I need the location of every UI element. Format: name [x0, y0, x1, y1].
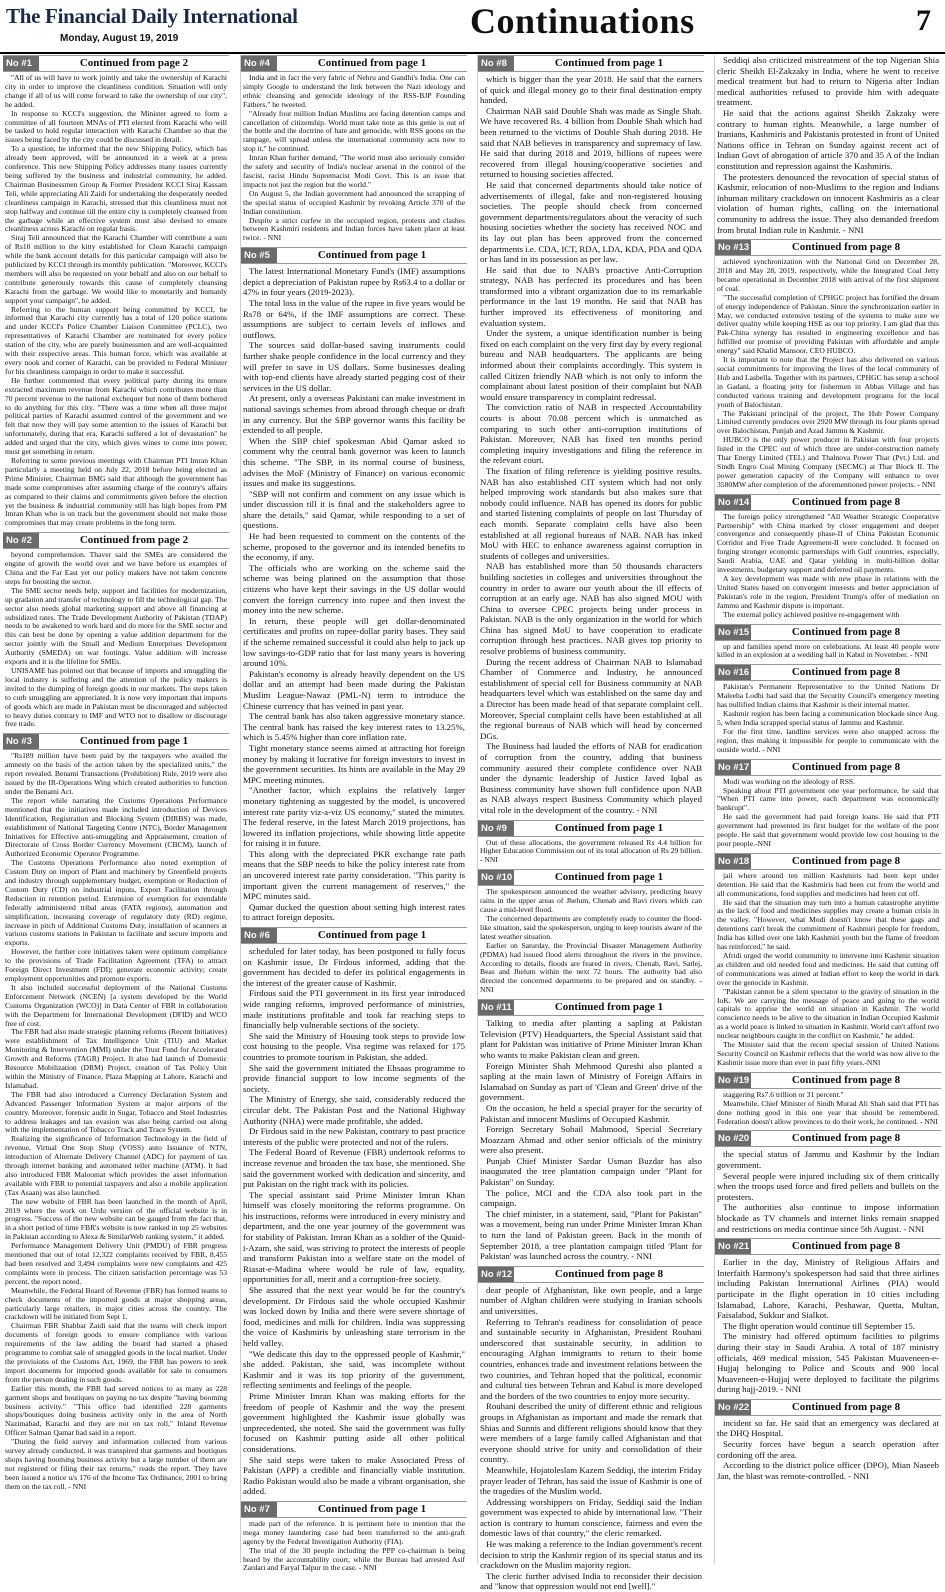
article-paragraph: Imran Khan further demand, "The world must also seriously consider the safety and security of India's nuclear arsenal in the control of the fascist, racist Hindu Supremacist Modi Govt. This is an issue that impacts not just the region but the world.": [243, 153, 465, 189]
article-paragraph: The flight operation would continue till September 15.: [723, 1320, 916, 1331]
newspaper-name: The Financial Daily International: [6, 4, 298, 28]
article-paragraph: which is bigger than the year 2018. He said that the earners of quick and illegal money go to their final destination empty handed.: [480, 74, 702, 106]
block-header: [715, 1130, 941, 1147]
article-paragraph: Realizing the significance of Information Technology in the field of revenue, Virtual One Stop Shop (VOSS) auto Issuance of NTN, introduction of Alternate Delivery Channel (ADC) for payment of tax through internet banking and automated teller machine (ATM). It had also introduced FBR Maloomat which provides the asset information available with FBR to potential taxpayers and also a mobile application (Tax Asaan) was also launched.: [5, 1134, 227, 1197]
block-header: [3, 55, 229, 72]
article-paragraph: up and families spend more on celebrations. At least 40 people were killed in an explosion at a wedding hall in Kabul in November. - NNI: [717, 641, 939, 660]
article-paragraph: "We dedicate this day to the oppressed people of Kashmir," she added. Pakistan, she said, was incomplete without Kashmir and it was its top priority of the government, reflecting sentiments and feelings of the people.: [243, 1348, 465, 1391]
continuation-block: [241, 247, 467, 923]
article-text: [715, 1257, 941, 1395]
block-header: [241, 55, 467, 72]
article-text: [715, 258, 941, 490]
block-header: [478, 55, 704, 72]
article-paragraph: She assured that the next year would be for the country's development. Dr Firdous said the whole occupied Kashmir was locked down by India and there were severe shortage of food, medicines and milk for children. India was suppressing the voice of Kashmiris by unleashing state terrorism in the held valley.: [243, 1285, 465, 1348]
article-paragraph: Earlier in the day, Ministry of Religious Affairs and Interfaith Harmony's spokesperson had said that three airlines including Pakistan International Airlines (PIA) would participate in the flight operation in 10 cities including Islamabad, Lahore, Karachi, Peshawar, Quetta, Multan, Faisalabad, Sukkur and Sialkot.: [717, 1257, 939, 1321]
continued-from-label: Continued from page 2: [79, 534, 189, 547]
block-number: No #19: [715, 1073, 751, 1088]
article-paragraph: beyond comprehension. Thaver said the SMEs are considered the engine of growth the world over and we have before us examples of China and the Far East yet our policy makers have not taken concrete steps for boosting the sector.: [5, 550, 227, 586]
block-number: No #14: [715, 495, 751, 510]
article-paragraph: Punjab Chief Minister Sardar Usman Buzdar has also inaugurated the tree plantation campaign under "Plant for Pakistan" on Sunday.: [480, 1155, 702, 1188]
continued-from-label: Continued from page 1: [554, 871, 664, 884]
block-number: No #1: [3, 56, 39, 71]
block-header: [715, 853, 941, 870]
article-paragraph: The chief minister, in a statement, said, "Plant for Pakistan" was a movement, being run under Prime Minister Imran Khan to turn the land of Pakistan green. Back in the month of September 2018, a tree plantation campaign titled 'Plant for Pakistan' was launched across the country. - NNI: [480, 1208, 702, 1262]
continued-from-label: Continued from page 8: [554, 1267, 664, 1280]
article-paragraph: "The successful completion of CPHGC project has fortified the dream of energy independence of Pakistan. Since the synchronization earlier in May, we conducted extensive testing of the systems to make sure we deliver quality while keeping HSE as our top priority. I am glad that this Pak-China synergy has resulted in engineering excellence and has fulfilled our promise of providing Pakistan with affordable and ample energy" said Khalid Mansoor, CEO HUBCO.: [717, 292, 939, 356]
article-paragraph: "During the field survey and information collected from various survey already conducted, it was transpired that garments and boutiques shops having booming business activity but a large number of them are not registered or filing their tax returns," reads the report. They have been issued a notice u/s 176 of the Income Tax Ordinance, 2001 to bring them on the tax roll. - NNI: [5, 1437, 227, 1491]
continuation-block: [715, 1130, 941, 1234]
article-paragraph: the special status of Jammu and Kashmir by the Indian government.: [717, 1149, 939, 1170]
article-text: [715, 872, 941, 1068]
block-header: [478, 869, 704, 886]
block-number: No #6: [241, 928, 277, 943]
article-paragraph: "Already four million Indian Muslims are facing detention camps and cancellation of citizenship. World must take note as this genie is out of the bottle and the doctrine of hate and genocide, with RSS goons on the rampage, will spread unless the international community acts now to stop it," he continued.: [243, 108, 465, 154]
article-paragraph: Qamar ducked the question about setting high interest rates to attract foreign deposits.: [243, 901, 465, 923]
continued-from-label: Continued from page 1: [554, 821, 664, 834]
article-paragraph: She said the government initiated the Ehsaas programme to provide financial support to low income segments of the society.: [243, 1062, 465, 1094]
article-text: [715, 1149, 941, 1234]
article-paragraph: The special assistant said Prime Minister Imran Khan himself was closely monitoring the reforms programme. On his instructions, reforms were introduced in every ministry and department, and the one year journey of the government was for stability of Pakistan. Imran Khan as a soldier of the Quaid-i-Azam, she said, was striving to protect the interests of people and transform Pakistan into a welfare state on the model of Riasat-e-Madina where would be rule of law, equality, opportunities for all, merit and a corruption-free society.: [243, 1189, 465, 1285]
article-text: [715, 643, 941, 661]
article-text: [715, 1091, 941, 1127]
block-number: No #9: [478, 821, 514, 836]
article-paragraph: "All of us will have to work jointly and take the ownership of Karachi city in order to improve the cleanliness condition. Situation will only change if all of us will come forward to take the ownership of our city", he added.: [5, 73, 227, 109]
continuation-block: [478, 999, 704, 1262]
article-paragraph: made part of the reference. It is pertinent here to mention that the mega money laundering case had been transferred to the anti-graft agency by the Federal Investigation Authority (FIA).: [243, 1518, 465, 1546]
block-number: No #10: [478, 870, 514, 885]
continuation-block: [241, 927, 467, 1497]
block-header: [3, 733, 229, 750]
article-text: [241, 946, 467, 1497]
continued-from-label: Continued from page 1: [317, 929, 427, 942]
article-paragraph: HUBCO is the only power producer in Pakistan with four projects listed in the CPEC out of which three are under-construction namely Thar Energy Limited (TEL) and Thalnova Power Thar (Pvt.) Ltd. and Sindh Engro Coal Mining Company (SECMC) at Thar Block II. The power generation capacity of the Company will enhance to over 3580MW after completion of the aforementioned power projects. - NNI: [717, 435, 939, 489]
article-text: [715, 1418, 941, 1482]
continued-from-label: Continued from page 8: [791, 625, 901, 638]
continued-from-label: Continued from page 8: [791, 666, 901, 679]
article-paragraph: Seddiqi also criticized mistreatment of the top Nigerian Shia cleric Sheikh El-Zakzaky in India, where he went to receive medical treatment but had to return to Nigeria after Indian medical authorities refused to provide him with adequate treatment.: [717, 55, 939, 108]
continued-from-label: Continued from page 8: [791, 760, 901, 773]
article-paragraph: Tight monetary stance seems aimed at attracting hot foreign money by making it lucrative for foreign investors to invest in the government securities. Its hints are available in the May 29 MPC meeting minutes.: [243, 742, 465, 785]
continuation-block: [715, 1399, 941, 1482]
article-text: [715, 683, 941, 754]
article-paragraph: Chairman FBR Shabbar Zaidi said that the teams will check import documents of foreign goods to ensure compliance with various requirements of the law adding the board had started a phased programme to combat sale of smuggled goods in the local market. Under the provisions of the Customs Act, 1969, the FBR has powers to seek import documents for imported goods available for sale to consumers from the person dealing in such goods.: [5, 1321, 227, 1384]
article-paragraph: He said that the situation may turn into a human catastrophe anytime as the lack of food and medicines supplies may create a human crisis in the valley. "However, what Modi doesn't know that these gags and detentions can't break the commitment of Kashmiri people for freedom, India has killed over one lakh Kashmiri youth but the flame of freedom has reinforced," he said.: [717, 897, 939, 952]
article-paragraph: Chairman NAB said Double Shah was made as Single Shah. We have recovered Rs. 4 billion from Double Shah which had been returned to the victims of Double Shah during 2018. He said that NAB believes in transparency and supremacy of law. He said that during 2018 and 2019, billions of rupees were recovered from illegal housing/cooperative societies and returned to housing societies affected.: [480, 105, 702, 180]
article-paragraph: The Ministry of Energy, she said, considerably reduced the circular debt. The Pakistan Post and the National Highway Authority (NHA) were made profitable, she added.: [243, 1094, 465, 1126]
article-text: [241, 266, 467, 923]
article-paragraph: incident so far. He said that an emergency was declared at the DHQ Hospital.: [717, 1417, 939, 1439]
article-text: [478, 1018, 704, 1262]
continuation-block: [478, 55, 704, 816]
article-paragraph: The ministry had offered optimum facilities to pilgrims during their stay in Saudi Arabia. A total of 187 ministry officials, 469 medical mission, 545 Pakistan Muaveneen-e-Hujjaj belonging to Police and Scouts and 900 local Muaveneen-e-Hujjaj were deployed to facilitate the pilgrims during hajj-2019. - NNI: [717, 1331, 939, 1395]
article-paragraph: During the recent address of Chairman NAB to Islamabad Chamber of Commerce and Industry, he announced establishment of special cell for Business community at NAB headquarters level which was established on the same day and a Director has been made head of that separate complaint cell. Moreover, Special complaint cells have been established at all the regional bureaus of NAB which will head by concerned DGs.: [480, 656, 702, 741]
continuation-block: [241, 1501, 467, 1573]
article-paragraph: A key development was made with new phase in relations with the United States based on convergent interests and better appreciation of Pakistan's role in the region, President Trump's offer of mediation on Jammu and Kashmir dispute is important.: [717, 574, 939, 610]
article-paragraph: He said that the actions against Sheikh Zakzaky were contrary to human rights. Meanwhile, a large number of Iranians, Kashmiris and Pakistanis protested in front of United Nations office in Tehran on Sunday against recent act of Indian Govt of abrogation of article 370 and 35 A of the Indian constitution and repression against the Kashmiris.: [717, 107, 939, 171]
column-1: [3, 55, 229, 1563]
article-paragraph: Earlier this month, the FBR had served notices to as many as 228 garment shops and boutiques on paying no tax despite "having booming business activity." "This office had identified 228 garments shops/boutiques doing business activity only in the area of North Nazimabad, Karachi and they are not on tax roll," Inland Revenue Officer Salman Qamar had said in a report.: [5, 1383, 227, 1438]
block-number: No #22: [715, 1400, 751, 1415]
block-number: No #18: [715, 854, 751, 869]
article-paragraph: He was making a reference to the Indian government's recent decision to strip the Kashmir region of its special status and its crackdown on the Muslim majority region.: [480, 1539, 702, 1571]
block-header: [715, 239, 941, 256]
section-title: Continuations: [470, 1, 695, 41]
article-text: [478, 839, 704, 866]
article-paragraph: In response to KCCI's suggestion, the Minister agreed to form a committee of all fourteen MNAs of PTI elected from Karachi who will be tasked to hold regular interaction with Karachi Chamber so that the issues being faced by the city could be discussed in detail.: [5, 108, 227, 145]
article-paragraph: Afridi urged the world community to intervene into Kashmir situation as children and old needed food and medicines. He said that cutting off of communications was aimed at Indian effort to keep the world in dark over the genocide in Kashmir.: [717, 951, 939, 987]
article-paragraph: When the SBP chief spokesman Abid Qamar asked to comment why the central bank governor was keen to launch this scheme. "The SBP, in its normal course of business, advises the MoF (Ministry of Finance) on various economic issues and make its suggestions.: [243, 435, 465, 489]
continuation-block: [478, 820, 704, 866]
article-paragraph: Meanwhile, the Federal Board of Revenue (FBR) has formed teams to check documents of the imported goods at major shopping areas, particularly large retailers, in major cities across the country. The crackdown will be initiated from Sept 1.: [5, 1285, 227, 1322]
block-header: [478, 999, 704, 1016]
continued-from-label: Continued from page 8: [791, 1400, 901, 1413]
article-paragraph: For the first time, landline services were also snapped across the region, thus making it impossible for people to communicate with the outside world. - NNI: [717, 726, 939, 754]
article-paragraph: Dr Firdous said in the new Pakistan, contrary to past practice interests of the public were protected and not of the rulers.: [243, 1126, 465, 1147]
article-paragraph: Despite a strict curfew in the occupied region, protests and clashes between Kashmiri residents and Indian forces have taken place at least twice. - NNI: [243, 215, 465, 243]
article-paragraph: He had been requested to comment on the contents of the scheme, proposed to the governor and its intended benefits to the economy, if any.: [243, 531, 465, 563]
continuation-block: [241, 55, 467, 243]
article-paragraph: He said that concerned departments should take notice of advertisements of illegal, fake and non-registered housing societies. The people should check from concerned government departments/regulators about the veracity of such housing societies whether the society has received NOC and its lay out plan has been approved from the concerned departments i.e. CDA, ICT, RDA, LDA, KDA, PDA and QDA or has land in its possession as per law.: [480, 179, 702, 265]
article-paragraph: "Pakistan cannot be a silent spectator to the gravity of situation in the IoK. We are carrying the message of peace and going to the world capitals to apprise the world on situation in Kashmir. The world conscience needs to be alive to the situation in Indian Occupied Kashmir as a world peace is linked to situation in Kashmir. World can't afford two nuclear neighbours caught in the conflict on Kashmir," he added.: [717, 986, 939, 1041]
continuation-block: [715, 239, 941, 490]
block-header: [715, 1238, 941, 1255]
article-paragraph: In return, these people will get dollar-denominated certificates and profits on rupee-dollar parity bases. They said if the scheme remained successful it could also help to jack up low savings-to-GDP ratio that for last many years is hovering around 10%.: [243, 615, 465, 669]
article-paragraph: The external policy achieved positive re-engagement with: [723, 609, 900, 619]
continued-from-label: Continued from page 8: [791, 1240, 901, 1253]
article-paragraph: Pakistan's economy is already heavily dependent on the US dollar and an attempt had been made during the Pakistan Muslim League-Nawaz (PML-N) term to introduce the Chinese currency that has veined in past year.: [243, 668, 465, 711]
article-paragraph: The protesters denounced the revocation of special status of Kashmir, relocation of non-Muslims to the region and Indians inhuman military crackdown on innocent Kashmiris as a clear violation of human rights, calling on the international community to address the issue. They also demanded freedom from brutal Indian rule in Kashmir. - NNI: [717, 171, 939, 235]
article-paragraph: The FBR had also made strategic planning reforms (Recent Initiatives) were establishment of Tax Intelligence Unit (TIU) and Market Monitoring & Intervention (MMI) under the Trust Fund for Accelerated Growth and Reforms (TAGR) Project. It also had launch of Domestic Resource Mobilization (DRM) Project, creation of Tax Policy Unit within the Ministry of Finance, Plaza Mapping at Lahore, Karachi and Islamabad.: [5, 1027, 227, 1090]
article-paragraph: According to the district police officer (DPO), Mian Naseeb Jan, the blast was remote-controlled. - NNI: [717, 1460, 939, 1481]
block-header: [241, 1501, 467, 1518]
block-number: No #5: [241, 248, 277, 263]
block-number: No #4: [241, 56, 277, 71]
block-header: [241, 247, 467, 264]
article-paragraph: UNISAME has pointed out that because of imports and smuggling the local industry is suffering and the attention of the policy makers is invited to the dumping of foreign goods in our markets. The steps taken to curb smuggling are appreciated. It is now very important that imports of goods which are made in Pakistan must be discouraged and subjected to heavy duties contrary to IMF and WTO not to disallow or discourage free trade.: [5, 666, 227, 729]
article-paragraph: Earlier on Saturday, the Provincial Disaster Management Authority (PDMA) had issued flood alerts throughout the rivers in the province. According to details, floods are feared in rivers, Chenab, Ravi, Satlej, Beas and Jhelum within the next 72 hours. The authority had also directed the concerned departments to be prepared and on standby. - NNI: [480, 940, 702, 995]
article-paragraph: Meanwhile, Chief Minister of Sindh Murad Ali Shah said that PTI has done nothing good in this one year that should be remembered. Federation doesn't allow provinces to do their work, he continued. - NNI: [717, 1098, 939, 1126]
article-paragraph: The FBR had also introduced a Currency Declaration System and Advanced Passenger Information System at major airports of the country. Moreover, forensic audit in Sugar, Tobacco and Steel Industries to address leakages and tax evasion was also being carried out along with the implementation of Tobacco Track and Trace System.: [5, 1089, 227, 1135]
block-header: [715, 759, 941, 776]
block-header: [478, 820, 704, 837]
article-paragraph: Rouhani described the unity of different ethnic and religious groups in Afghanistan as important and made the remark that Shias and Sunnis and different religions should know that they were members of a large family called Afghanistan and that everyone should strive for unity and consolidation of their country.: [480, 1401, 702, 1465]
article-paragraph: The cleric further advised India to reconsider their decision and "know that oppression would not end [well].": [480, 1570, 702, 1592]
article-paragraph: Referring to the human support being committed by KCCI, he informed that Karachi city currently has a total of 120 police stations and under KCCI's Police Chamber Liaison Committee (PCLC), two representatives of Karachi Chamber are nominated for every police station of the city, who are purely businessmen and are well-acquainted with their respective areas. This human force, which was available at every nook and corner of Karachi, can be provided to Federal Minister for his cleanliness campaign in order to make it successful.: [5, 304, 227, 376]
article-paragraph: It is important to note that the Project has also delivered on various social commitments for improving the lives of the local community of Hub and Lasbella. Together with its partners, CPHGC has setup a school in Gadani, a floating jetty for fishermen in Abbas Village and has conducted various training and development programs for the local youth of Balochistan.: [717, 355, 939, 409]
column-3: [477, 55, 704, 1592]
continued-from-label: Continued from page 8: [791, 495, 901, 508]
article-text: [241, 1520, 467, 1573]
article-paragraph: dear people of Afghanistan, like own people, and a large number of Afghan children were studying in Iranian schools and universities.: [480, 1284, 702, 1316]
article-paragraph: The report while narrating the Customs Operations Performance mentioned that the initiatives made included introduction of Devices Identification, Registration and Blocking System (DIRBS) was made, establishment of National Targeting Centre (NTC), Border Management Initiatives for Effective anti-smuggling and Appraisement, creation of Directorate of Cross Border Currency Movement (CBCM), launch of Authorized Economic Operator Programme.: [5, 795, 227, 859]
continuation-block: [715, 759, 941, 849]
article-paragraph: Out of these allocations, the government released Rs 4.4 billion for Higher Education Commission out of its total allocation of Rs 29 billion. - NNI: [480, 837, 702, 865]
article-paragraph: The foreign policy strengthened "All Weather Strategic Cooperative Partnership" with China marked by closer engagement and deeper convergence and consequently phase-II of China Pakistan Economic Corridor and Free Trade Agreement-II were concluded. It focused on forging stronger economic partnerships with Gulf countries, especially, Saudi Arabia, UAE and Qatar yielding in multi-billion dollar investments, budgetary support and deferred oil payments.: [717, 511, 939, 575]
continuation-block: [715, 853, 941, 1068]
article-paragraph: The trial of the 30 people including the PPP co-chairman is being heard by the accountability court, while the Bureau had arrested Asif Zardari and Faryal Talpur in the case. - NNI: [243, 1545, 465, 1573]
continued-from-label: Continued from page 1: [554, 1001, 664, 1014]
article-paragraph: Foreign Secretary Sohail Mahmood, Special Secretary Moazzam Ahmad and other senior officials of the ministry were also present.: [480, 1124, 702, 1156]
article-paragraph: The officials who are working on the scheme said the scheme was being planned on the assumption that those citizens who have kept their savings in the US dollar would convert the foreign currency into rupee and then invest the money into the new scheme.: [243, 562, 465, 616]
continuation-block: [715, 624, 941, 661]
article-paragraph: Performance Management Delivery Unit (PMDU) of FBR progress mentioned that out of total 12,322 complaints received by FBR, 8,455 had been resolved and 3,494 complaints were new complaints and 425 complaints were in process. The citizen satisfaction percentage was 53 percent, the report noted.: [5, 1241, 227, 1286]
continued-from-label: Continued from page 8: [791, 1073, 901, 1086]
continuation-block: [715, 494, 941, 620]
article-paragraph: The sources said dollar-based saving instruments could further shake people confidence in the local currency and they will prefer to save in US dollars. Some businesses dealing with top-end clients have already started pegging cost of their services in the US dollar.: [243, 340, 465, 393]
article-paragraph: The Customs Operations Performance also noted exemption of Custom Duty on import of Plant and machinery by Greenfield projects and industry through supplementary budget, exemption or Reduction of Custom Duty (CD) on industrial inputs, Export Facilitation through Reduction in retention period. Extension of exemption for extendable federally administered tribal areas (FATA regions), automation and simplification, increasing coverage of regulatory duty (RD) regime, increase in pitch of Additional Customs Duty, installation of scanners at various customs stations in Pakistan to facilitate and secure imports and exports.: [5, 858, 227, 948]
article-text: [3, 74, 229, 528]
continued-from-label: Continued from page 1: [79, 735, 189, 748]
article-paragraph: At present, only a overseas Pakistani can make investment in national savings schemes from abroad through cheque or draft in any currency. But the SBP governor wants this facility be extended to all people.: [243, 393, 465, 436]
article-paragraph: scheduled for later today, has been postponed to fully focus on Kashmir issue, Dr Firdous informed, adding that the government has decided to defer its political engagements in the interest of the greater cause of Kashmir.: [243, 946, 465, 988]
article-text: [715, 513, 941, 620]
article-paragraph: jail where around ten million Kashmiris had been kept under detention. He said that the Kashmiris had been cut from the world and all communications, food supplies and medicines had been cut off.: [717, 870, 939, 898]
article-paragraph: It also included successful deployment of the National Customs Enforcement Network (NCEN) [a system developed by the World Customs Organization (WCO)] in Data Center of FBR in collaboration with the Department for International Development (DFID) and WCO free of cost.: [5, 982, 227, 1028]
continuation-block: [715, 55, 941, 235]
issue-date: Monday, August 19, 2019: [60, 33, 179, 44]
article-paragraph: Siraj Teli announced that the Karachi Chamber will contribute a sum of Rs10 million to the kitty established for Clean Karachi campaign while the bank account details for this particular campaign will also be publicized by KCCI through its monthly publication. "Moreover, KCCI's members will also be requested on your behalf and also on our behalf to contribute generously towards this cause of completely cleansing Karachi from the garbage. We would like to monetarily and humanly support your campaign", he added.: [5, 233, 227, 305]
block-number: No #20: [715, 1131, 751, 1146]
article-text: [478, 1285, 704, 1592]
block-number: No #16: [715, 665, 751, 680]
article-paragraph: Referring to some previous meetings with Chairman PTI Imran Khan particularly a meeting held on July 22, 2018 before being elected as Prime Minister, Chairman BMG said that although the government has made some compromises after assuming charge of the country's affairs as compared to their claims and commitments given before the election yet the business & industrial community still has high hopes from PM Imran Khan who is on track but the government should not make those compromises that may create problems in the long term.: [5, 455, 227, 528]
article-paragraph: Under the system, a unique identification number is being fixed on each complaint on the very first day by every regional bureau and NAB headquarters. The applicants are being informed about their complaints accordingly. This system is called Citizen friendly NAB which is not only to inform the complainant about latest position of their complaint but NAB would ensure transparency in complaint redressal.: [480, 328, 702, 402]
block-header: [3, 532, 229, 549]
continued-from-label: Continued from page 2: [79, 57, 189, 69]
article-paragraph: Addressing worshippers on Friday, Seddiqi said the Indian government was expected to abide by international law. "Their action is contrary to human conscience, fairness and even the domestic laws of that country," the cleric remarked.: [480, 1496, 702, 1539]
article-paragraph: On August 5, the Indian government had announced the scrapping of the special status of occupied Kashmir by revoking Article 370 of the Indian constitution.: [243, 188, 465, 216]
article-paragraph: Meanwhile, Hojatoleslam Kazem Seddiqi, the interim Friday prayer leader of Tehran, has said the issue of Kashmir is one of the tragedies of the Muslim world.: [480, 1464, 702, 1497]
continued-from-label: Continued from page 1: [317, 249, 427, 262]
article-paragraph: He said that due to NAB's proactive Anti-Corruption strategy, NAB has perfected its procedures and has been transformed into a vibrant organization due to its remarkable performance in the last 19 months. He said that NAB has further improved its effectiveness of monitoring and evaluation system.: [480, 264, 702, 328]
block-header: [715, 1072, 941, 1089]
continuation-block: [478, 1266, 704, 1592]
continuation-block: [715, 664, 941, 754]
article-paragraph: Security forces have begun a search operation after cordoning off the area.: [717, 1439, 939, 1460]
continuation-block: [715, 1072, 941, 1127]
article-paragraph: India and in fact the very fabric of Nehru and Gandhi's India. One can simply Google to understand the link between the Nazi ideology and ethnic cleansing and genocide ideology of the RSS-BJP Founding Fathers," he tweeted.: [243, 73, 465, 109]
block-header: [478, 1266, 704, 1283]
article-paragraph: achieved synchronization with the National Grid on December 28, 2018 and May 28, 2019, respectively, while the Integrated Coal Jetty became operational in December 2018 with arrival of the first shipment of coal.: [717, 257, 939, 293]
article-paragraph: "Another factor, which explains the relatively larger monetary tightening as suggested by the model, is uncovered interest rate parity viz-a-viz US economy," stated the minutes. The federal reserve, in the latest March 2019 projections, has lowered its inflation projections, while showing little appetite for raising it in future.: [243, 785, 465, 849]
block-number: No #12: [478, 1267, 514, 1282]
article-paragraph: staggering Rs7.6 trillion or 31 percent.": [723, 1089, 844, 1099]
columns-container: [3, 55, 943, 1592]
column-4: [714, 55, 941, 1563]
article-paragraph: "SBP will not confirm and comment on any issue which is under discussion till it is final and the stakeholders agree to share the details," said Qamar, while responding to a set of questions.: [243, 488, 465, 531]
article-paragraph: The Minister said that the recent special session of United Nations Security Council on Kashmir reflects that the world was now alive to the Kashmir issue more than ever in past fifty years.-NNI: [717, 1040, 939, 1067]
article-paragraph: The Pakistani principal of the project, The Hub Power Company Limited currently produces over 2920 MW through its four plants spread over Balochistan, Punjab and Azad Jammu & Kashmir.: [717, 408, 939, 436]
continued-from-label: Continued from page 8: [791, 854, 901, 867]
article-paragraph: She said the Ministry of Housing took steps to provide low cost housing to the people. Visa regime was relaxed for 175 countries to promote tourism in Pakistan, she added.: [243, 1030, 465, 1062]
article-text: [3, 551, 229, 729]
block-number: No #7: [241, 1502, 277, 1517]
article-paragraph: The Business had lauded the efforts of NAB for eradication of corruption from the country, adding that business community assured their complete confidence over NAB under the dynamic leadership of Justice Javed Iqbal as Business community have shown full confidence upon NAB as NAB always respect Business Community which played vital role in the development of the country. - NNI: [480, 741, 702, 815]
article-paragraph: "Rs189 million have been paid by the taxpayers who availed the amnesty on the basis of the action taken by the specialized units," the report revealed. Benami Transactions (Prohibition) Rule, 2019 were also issued by the IR-Operations Wing which created authorities to function under the Benami Act.: [5, 751, 227, 796]
article-paragraph: However, the further core initiatives taken were optimum compliance to the provisions of Trade Facilitation Agreement (TFA) to attract Foreign Direct Investment (FDI); generate economic activity; create employment opportunities and promote exports.: [5, 947, 227, 983]
page-number: 7: [916, 4, 931, 37]
article-paragraph: The spokesperson announced the weather advisory, predicting heavy rains in the upper areas of Jhelum, Chenab and Ravi rivers which can cause a mid-level flood.: [480, 887, 702, 915]
article-text: [478, 74, 704, 816]
article-paragraph: NAB has established more than 50 thousands characters building societies in colleges and universities throughout the country in order to aware our youth about the ill effects of corruption at an early age. NAB has also signed MOU with China to oversee CPEC projects being under process in Pakistan. NAB is the only organization in the world for which China has signed MoU to have cooperation to eradicate corruption through best practices. NAB gives top priority to resolve problems of business community.: [480, 561, 702, 657]
article-paragraph: The SME sector needs help, support and facilities for modernization, up gradation and transfer of technology to fill the technological gap. The sector also needs global marketing support and above all financing at subsidized rates. The Trade Development Authority of Pakistan (TDAP) needs to be awakened to work hard and do more for the SME sector and this can best be done by opening a value addition department for the sector jointly with the Small and Medium Enterprises Development Authority (SMEDA) on war footings. Value addition will increase exports and it is the lifeline for SMEs.: [5, 585, 227, 667]
article-paragraph: Modi was working on the ideology of RSS.: [723, 776, 856, 786]
continued-from-label: Continued from page 1: [317, 1502, 427, 1515]
article-paragraph: Firdous said the PTI government in its first year introduced wide ranging reforms, improved performance of ministries, made institutions profitable and took far reaching steps to financially help vulnerable sections of the society.: [243, 988, 465, 1031]
article-paragraph: The fixation of filing reference is yielding positive results. NAB has also established CIT system which had not only helped improving work standards but also makes sure that nobody could influence. NAB has opened its doors for public and started listening complaints of people on last Thursday of each month. Separate complaint cells have also been established at all regional bureaus of NAB. NAB has inked MoU with HEC to enhance awareness against corruption in students of colleges and universities.: [480, 465, 702, 561]
article-paragraph: She said steps were taken to make Associated Press of Pakistan (APP) a credible and financially viable institution. Radio Pakistan would also be made a vibrant organisation, she added.: [243, 1454, 465, 1497]
article-text: [241, 74, 467, 243]
continuation-block: [3, 733, 229, 1491]
article-paragraph: The new website of FBR has been launched in the month of April, 2019 where the work on Urdu version of the official website is in progress. "Success of the new website can be gauged from the fact that, in a short period of time FBR's website is now ranked in top 25 websites in Pakistan according to Alexa & SimilarWeb ranking system," it added.: [5, 1196, 227, 1242]
continued-from-label: Continued from page 8: [791, 241, 901, 254]
block-header: [241, 927, 467, 944]
block-number: No #21: [715, 1239, 751, 1254]
continuation-block: [715, 1238, 941, 1395]
block-number: No #2: [3, 533, 39, 548]
article-paragraph: Referring to Tehran's readiness for consolidation of peace and sustainable security in Afghanistan, President Rouhani underscored that sustainable security, in addition to encouraging Afghan immigrants to return to their home countries, enhances trade and investment relations between the two countries, and Tehran hoped that the political, economic and cultural ties between Tehran and Kabul is more developed and the borders of the two countries to enjoy more security.: [480, 1316, 702, 1401]
article-paragraph: On the occasion, he held a special prayer for the security of Pakistan and innocent Muslims of Occupied Kashmir.: [480, 1102, 702, 1124]
article-paragraph: The total loss in the value of the rupee in five years would be Rs78 or 64%, if the IMF assumptions are correct. These assumptions are subject to certain levels of inflows and outflows.: [243, 298, 465, 340]
masthead: [0, 0, 945, 54]
article-paragraph: Kashmir region has been facing a communication blockade since Aug. 5, when India scrapped special status of Jammu and Kashmir.: [717, 709, 939, 727]
article-text: [3, 752, 229, 1491]
block-header: [715, 494, 941, 511]
block-header: [715, 624, 941, 641]
article-paragraph: Foreign Minister Shah Mehmood Qureshi also planted a sapling at the main lawn of Ministry of Foreign Affairs in Islamabad on Sunday as part of 'Clean and Green' drive of the government.: [480, 1060, 702, 1103]
article-paragraph: He further commented that every political party during its tenure extracted maximum revenue from Karachi which contributes more than 70 percent revenue to the national exchequer but none of them bothered to do anything for this city. "There was a time when all three major political parties of Karachi assumed control of the government and we felt that now they will pay some attention to the issues of Karachi but unfortunately, during that era, Karachi suffered a lot of devastation" he added and urged that the city, which gives wines to come into power, must get something in return.: [5, 375, 227, 457]
continuation-block: [3, 55, 229, 528]
article-text: [478, 888, 704, 995]
article-paragraph: The concerned departments are completely ready to counter the flood-like situation, said the spokesperson, urging to keep tourists aware of the latest weather situation.: [480, 914, 702, 941]
column-2: [240, 55, 467, 1573]
article-paragraph: He said the government had paid foreign loans. He said that PTI government had presented its first budget for the welfare of the poor people. He said that government would provide low cost housing to the poor people.-NNI: [717, 812, 939, 848]
article-paragraph: Speaking about PTI government one year performance, he said that "When PTI came into power, each department was economically bankrupt".: [717, 785, 939, 813]
article-paragraph: The latest International Monetary Fund's (IMF) assumptions depict a depreciation of Pakistan rupee by Rs63.4 to a dollar or 47% in four years (2019-2023).: [243, 266, 465, 298]
article-paragraph: To a question, he informed that the new Shipping Policy, which has already been approved, will be announced in a week at a press conference. This new Shipping Policy addresses many issues currently being suffered by the business and industrial community, he added. Chairman Businessmen Group & Former President KCCI Siraj Kassam Teli, while appreciating Ali Zaidi for undertaking the desperately needed cleanliness campaign in Karachi, stressed that this cleanliness must not stop halfway and continue till the entire city is completely cleansed from the garbage while an effective system must also devised to ensure cleanliness across Karachi on regular basis.: [5, 144, 227, 234]
article-paragraph: Prime Minister Imran Khan was making efforts for the freedom of people of Kashmir and the way the present government highlighted the Kashmir issue globally was unprecedented, she noted. She said the government was fully focused on Kashmir putting aside all other political considerations.: [243, 1390, 465, 1454]
block-number: No #13: [715, 240, 751, 255]
article-paragraph: Talking to media after planting a sapling at Pakistan Television (PTV) Headquarters, the Special Assistant said that plant for Pakistan was initiative of Prime Minister Imran Khan who wants to make Pakistan clean and green.: [480, 1018, 702, 1060]
block-header: [715, 1399, 941, 1416]
block-number: No #17: [715, 760, 751, 775]
article-text: [715, 55, 941, 235]
continuation-block: [478, 869, 704, 995]
continued-from-label: Continued from page 8: [791, 1132, 901, 1145]
block-number: No #8: [478, 56, 514, 71]
block-number: No #11: [478, 1000, 514, 1015]
continuation-block: [3, 532, 229, 729]
article-paragraph: This along with the depreciated PKR exchange rate path means that the SBP needs to hike the policy interest rate from an uncovered interest rate parity consideration. "This parity is important given the current management of reserves," the MPC minutes said.: [243, 848, 465, 902]
article-paragraph: The Federal Board of Revenue (FBR) undertook reforms to increase revenue and broaden the tax base, she mentioned. She said the government worked with dedication and sincerity, and put Pakistan on the right track with its policies.: [243, 1147, 465, 1190]
article-paragraph: The police, MCI and the CDA also took part in the campaign.: [480, 1187, 702, 1209]
article-paragraph: Several people were injured including six of them critically when the troops used force and fired pellets and bullets on the protesters.: [717, 1170, 939, 1202]
continued-from-label: Continued from page 1: [317, 57, 427, 69]
block-header: [715, 664, 941, 681]
article-text: [715, 778, 941, 849]
article-paragraph: The conviction ratio of NAB in respected Accountability courts is about 70.08 percent which is unmatched as comparing to such other anti-corruption institutions of Pakistan. Moreover, NAB has fixed ten months period completing inquiry investigations and filing the reference in the relevant court.: [480, 402, 702, 466]
block-number: No #15: [715, 625, 751, 640]
continued-from-label: Continued from page 1: [554, 57, 664, 69]
article-paragraph: The authorities also continue to impose information blockade as TV channels and internet links remain snapped and restrictions on media continue since 5th August. - NNI: [717, 1202, 939, 1234]
article-paragraph: Pakistan's Permanent Representative to the United Nations Dr Maleeha Lodhi had said that the Security Council's emergency meeting has nullified Indian claims that Kashmir is their internal matter.: [717, 682, 939, 710]
block-number: No #3: [3, 734, 39, 749]
article-paragraph: The central bank has also taken aggressive monetary stance. The central bank has raised the key interest rates to 13.25%, which is 5.45% higher than core inflation rate.: [243, 711, 465, 743]
